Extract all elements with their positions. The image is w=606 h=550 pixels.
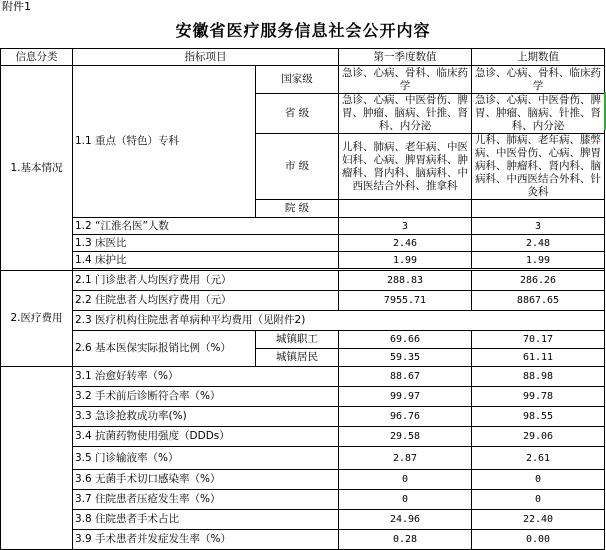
header-row bbox=[1, 49, 605, 66]
type-urban-worker: 城镇职工 bbox=[256, 331, 339, 349]
header-indicator: 指标项目 bbox=[73, 49, 339, 66]
q1-urban-worker: 69.66 bbox=[339, 331, 472, 349]
table-row bbox=[1, 311, 605, 331]
category-quality bbox=[1, 367, 73, 550]
table-row bbox=[1, 235, 605, 252]
page-title: 安徽省医疗服务信息社会公开内容 bbox=[175, 21, 431, 40]
prev-rescue-success: 98.55 bbox=[472, 407, 605, 427]
indicator-key-specialty: 1.1 重点（特色）专科 bbox=[73, 66, 256, 218]
table-row bbox=[1, 490, 605, 510]
q1-bed-doctor-ratio: 2.46 bbox=[339, 235, 472, 252]
level-county: 院 级 bbox=[256, 200, 339, 218]
indicator-insurance-reimbursement: 2.6 基本医保实际报销比例（%） bbox=[73, 331, 256, 367]
info-table bbox=[0, 48, 605, 550]
indicator-incision-infection: 3.6 无菌手术切口感染率（%） bbox=[73, 470, 339, 490]
indicator-bed-doctor-ratio: 1.3 床医比 bbox=[73, 235, 339, 252]
q1-famous-doctors: 3 bbox=[339, 218, 472, 235]
table-row bbox=[1, 427, 605, 447]
type-urban-resident: 城镇居民 bbox=[256, 349, 339, 367]
prev-inpatient-cost: 8867.65 bbox=[472, 291, 605, 311]
q1-diagnosis-match: 99.97 bbox=[339, 387, 472, 407]
category-basic: 1.基本情况 bbox=[1, 66, 73, 271]
q1-municipal: 儿科、肺病、老年病、中医妇科、心病、脾胃病科、肿瘤科、肾内科、脑病科、中西医结合外科、推拿科 bbox=[339, 134, 472, 200]
table-row bbox=[1, 218, 605, 235]
q1-surgery-share: 24.96 bbox=[339, 510, 472, 530]
q1-rescue-success: 96.76 bbox=[339, 407, 472, 427]
q1-pressure-ulcer: 0 bbox=[339, 490, 472, 510]
table-row bbox=[1, 291, 605, 311]
indicator-rescue-success: 3.3 急诊抢救成功率(%) bbox=[73, 407, 339, 427]
indicator-infusion-rate: 3.5 门诊输液率（%） bbox=[73, 447, 339, 470]
indicator-outpatient-cost: 2.1 门诊患者人均医疗费用（元） bbox=[73, 271, 339, 291]
indicator-pressure-ulcer: 3.7 住院患者压疮发生率（%） bbox=[73, 490, 339, 510]
prev-surgery-share: 22.40 bbox=[472, 510, 605, 530]
indicator-inpatient-cost: 2.2 住院患者人均医疗费用（元） bbox=[73, 291, 339, 311]
level-provincial: 省 级 bbox=[256, 94, 339, 134]
prev-antibiotic-intensity: 29.06 bbox=[472, 427, 605, 447]
q1-bed-nurse-ratio: 1.99 bbox=[339, 252, 472, 269]
prev-bed-doctor-ratio: 2.48 bbox=[472, 235, 605, 252]
table-row bbox=[1, 387, 605, 407]
header-prev: 上期数值 bbox=[472, 49, 605, 66]
prev-famous-doctors: 3 bbox=[472, 218, 605, 235]
q1-county bbox=[339, 200, 472, 218]
prev-municipal: 儿科、肺病、老年病、膝弊病、中医骨伤、心病、脾胃病科、肿瘤科、肾内科、脑病科、中西医结合外科、针灸科 bbox=[472, 134, 605, 200]
prev-diagnosis-match: 99.78 bbox=[472, 387, 605, 407]
q1-antibiotic-intensity: 29.58 bbox=[339, 427, 472, 447]
q1-outpatient-cost: 288.83 bbox=[339, 271, 472, 291]
q1-inpatient-cost: 7955.71 bbox=[339, 291, 472, 311]
indicator-bed-nurse-ratio: 1.4 床护比 bbox=[73, 252, 339, 269]
table-row bbox=[1, 252, 605, 269]
table-row bbox=[1, 367, 605, 387]
attachment-note: 附件1 bbox=[2, 0, 31, 13]
prev-national: 急诊、心病、骨科、临床药学 bbox=[472, 66, 605, 94]
indicator-complication-rate: 3.9 手术患者并发症发生率（%） bbox=[73, 530, 339, 550]
prev-county bbox=[472, 200, 605, 218]
header-q1: 第一季度数值 bbox=[339, 49, 472, 66]
prev-complication-rate: 0.00 bbox=[472, 530, 605, 550]
prev-urban-worker: 70.17 bbox=[472, 331, 605, 349]
prev-pressure-ulcer: 0 bbox=[472, 490, 605, 510]
q1-complication-rate: 0.28 bbox=[339, 530, 472, 550]
prev-bed-nurse-ratio: 1.99 bbox=[472, 252, 605, 269]
table-row bbox=[1, 331, 605, 349]
q1-provincial: 急诊、心病、中医骨伤、脾胃、肿瘤、脑病、针推、肾科、内分泌 bbox=[339, 94, 472, 134]
table-row bbox=[1, 271, 605, 291]
table-row bbox=[1, 470, 605, 490]
header-category: 信息分类 bbox=[1, 49, 73, 66]
q1-urban-resident: 59.35 bbox=[339, 349, 472, 367]
level-municipal: 市 级 bbox=[256, 134, 339, 200]
prev-incision-infection: 0 bbox=[472, 470, 605, 490]
q1-cure-rate: 88.67 bbox=[339, 367, 472, 387]
indicator-cure-rate: 3.1 治愈好转率（%） bbox=[73, 367, 339, 387]
category-costs: 2.医疗费用 bbox=[1, 271, 73, 367]
table-row bbox=[1, 66, 605, 94]
q1-incision-infection: 0 bbox=[339, 470, 472, 490]
prev-outpatient-cost: 286.26 bbox=[472, 271, 605, 291]
table-row bbox=[1, 510, 605, 530]
indicator-antibiotic-intensity: 3.4 抗菌药物使用强度（DDDs） bbox=[73, 427, 339, 447]
q1-infusion-rate: 2.87 bbox=[339, 447, 472, 470]
level-national: 国家级 bbox=[256, 66, 339, 94]
table-row bbox=[1, 447, 605, 470]
indicator-diagnosis-match: 3.2 手术前后诊断符合率（%） bbox=[73, 387, 339, 407]
prev-provincial: 急诊、心病、中医骨伤、脾胃、肿瘤、脑病、针推、肾科、内分泌 bbox=[472, 94, 605, 134]
indicator-surgery-share: 3.8 住院患者手术占比 bbox=[73, 510, 339, 530]
indicator-famous-doctors: 1.2 “江淮名医”人数 bbox=[73, 218, 339, 235]
prev-cure-rate: 88.98 bbox=[472, 367, 605, 387]
table-row bbox=[1, 407, 605, 427]
prev-infusion-rate: 2.61 bbox=[472, 447, 605, 470]
table-row bbox=[1, 530, 605, 550]
prev-urban-resident: 61.11 bbox=[472, 349, 605, 367]
indicator-single-disease-cost: 2.3 医疗机构住院患者单病种平均费用（见附件2) bbox=[73, 311, 605, 331]
q1-national: 急诊、心病、骨科、临床药学 bbox=[339, 66, 472, 94]
